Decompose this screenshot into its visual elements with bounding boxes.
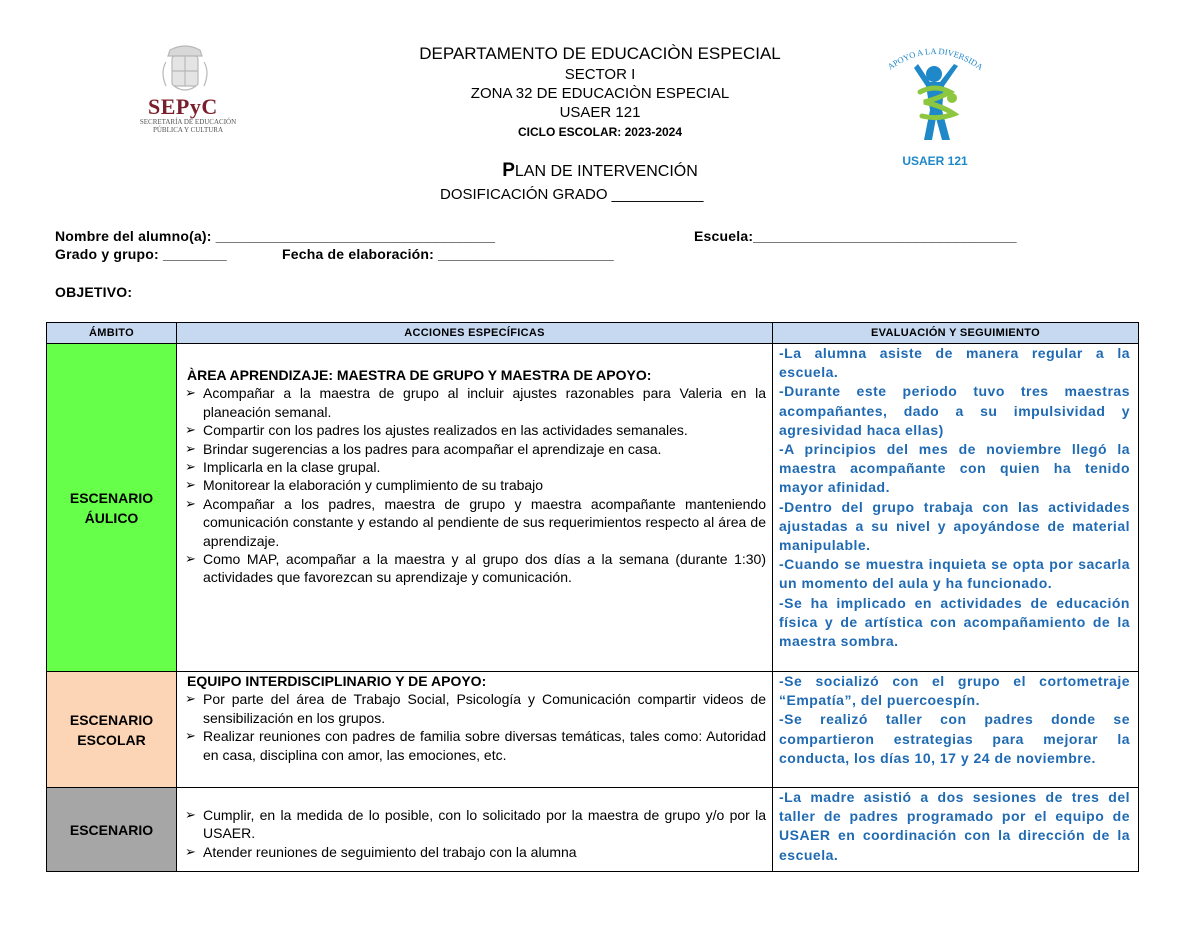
sepyc-subtitle-1: SECRETARÍA DE EDUCACIÓN [139,118,237,126]
zona-label: ZONA 32 DE EDUCACIÒN ESPECIAL [470,85,730,102]
actions-cell [177,672,773,788]
plan-title [0,160,1200,182]
actions-list [183,806,766,861]
usaer-logo-label: USAER 121 [902,154,968,168]
evaluation-entry: -Se ha implicado en actividades de educación física y de artística con acompañamiento de la maestra sombra. [779,594,1130,650]
ambito-cell [47,672,177,788]
plan-title-rest: LAN DE INTERVENCIÓN [514,163,698,180]
student-name-field: Nombre del alumno(a): ___________________________________ [55,228,496,244]
ambito-label-1: ESCENARIO [69,489,154,506]
evaluation-entry: -Dentro del grupo trabaja con las actividades ajustadas a su nivel y apoyándose de material manipulable. [779,498,1130,554]
actions-list [183,690,766,764]
list-item: ➢ Brindar sugerencias a los padres para acompañar el aprendizaje en casa. [185,440,662,457]
evaluation-entry: -Cuando se muestra inquieta se opta por sacarla un momento del aula y ha funcionado. [779,556,1130,592]
arrow-bullet-icon: ➢ [185,806,196,822]
list-item: ➢ Monitorear la elaboración y cumplimiento de su trabajo [185,477,544,494]
ambito-label-1: ESCENARIO [69,711,154,728]
table-row [47,344,1139,672]
evaluation-entry: -La alumna asiste de manera regular a la escuela. [779,345,1130,381]
evaluation-entry: -A principios del mes de noviembre llegó la maestra acompañante con quien ha tenido mayor afinidad. [779,441,1130,496]
actions-cell [177,344,773,672]
list-item: ➢ Por parte del área de Trabajo Social, Psicología y Comunicación compartir videos de sensibilización en los grupos. [185,691,766,726]
list-item: ➢ Realizar reuniones con padres de familia sobre diversas temáticas, tales como: Autoridad en casa, disciplina con amor, las emociones, etc. [185,728,766,763]
list-item: ➢ Compartir con los padres los ajustes realizados en las actividades semanales. [185,422,688,439]
table-header-row [47,323,1139,344]
list-item: ➢ Cumplir, en la medida de lo posible, con lo solicitado por la maestra de grupo y/o por la USAER. [185,806,766,842]
usaer-arc-text: APOYO A LA DIVERSIDA [885,45,985,72]
ambito-label-2: ESCOLAR [77,731,146,748]
plan-title-initial: P [502,160,515,181]
arrow-bullet-icon: ➢ [185,495,196,511]
arrow-bullet-icon: ➢ [185,477,196,493]
arrow-bullet-icon: ➢ [185,459,196,475]
list-item: ➢ Atender reuniones de seguimiento del trabajo con la alumna [185,843,577,860]
school-year-label: CICLO ESCOLAR: 2023-2024 [517,125,683,139]
evaluation-cell [773,344,1139,672]
arrow-bullet-icon: ➢ [185,385,196,401]
list-item: ➢ Implicarla en la clase grupal. [185,459,381,476]
actions-subtitle: EQUIPO INTERDISCIPLINARIO Y DE APOYO: [187,673,487,689]
table-row [47,788,1139,872]
list-item: ➢ Como MAP, acompañar a la maestra y al grupo dos días a la semana (durante 1:30) actividades que favorezcan su aprendizaje y comunicación. [185,551,766,586]
actions-cell [177,788,773,872]
sepyc-wordmark: SEPyC [148,94,218,119]
evaluation-entry: -Se socializó con el grupo el cortometraje “Empatía”, del puercoespín. [779,673,1130,709]
objective-label: OBJETIVO: [55,284,133,300]
table-row [47,672,1139,788]
usaer-label: USAER 121 [559,104,641,121]
evaluation-entry: -Se realizó taller con padres donde se compartieron estrategias para mejorar la conducta, los días 10, 17 y 24 de noviembre. [779,711,1130,766]
arrow-bullet-icon: ➢ [185,422,196,438]
ambito-cell [47,344,177,672]
sector-label: SECTOR I [564,66,636,83]
header-evaluacion: EVALUACIÓN Y SEGUIMIENTO [773,323,1139,344]
list-item: ➢ Acompañar a la maestra de grupo al incluir ajustes razonables para Valeria en la planeación semanal. [185,385,766,420]
evaluation-entry: -Durante este periodo tuvo tres maestras acompañantes, dado a su impulsividad y agresividad haca ellas) [779,383,1130,438]
grade-group-field: Grado y grupo: ________ [55,246,227,262]
intervention-table [46,322,1139,872]
school-field: Escuela:_________________________________ [694,228,1017,244]
ambito-cell [47,788,177,872]
sepyc-subtitle-2: PÚBLICA Y CULTURA [152,126,223,134]
arrow-bullet-icon: ➢ [185,691,196,707]
evaluation-cell [773,672,1139,788]
arrow-bullet-icon: ➢ [185,728,196,744]
actions-subtitle: ÀREA APRENDIZAJE: MAESTRA DE GRUPO Y MAESTRA DE APOYO: [187,367,652,383]
date-field: Fecha de elaboración: ______________________ [282,246,614,262]
evaluation-cell [773,788,1139,872]
arrow-bullet-icon: ➢ [185,843,196,859]
arrow-bullet-icon: ➢ [185,551,196,567]
evaluation-entry: -La madre asistió a dos sesiones de tres del taller de padres programado por el equipo de USAER en coordinación con la dirección de la escuela. [779,789,1130,863]
ambito-label-1: ESCENARIO [69,821,154,838]
ambito-label-2: ÁULICO [84,509,139,526]
header-ambito: ÁMBITO [47,323,177,344]
dosificacion-label: DOSIFICACIÓN GRADO ___________ [440,186,704,203]
header-acciones: ACCIONES ESPECÍFICAS [177,323,773,344]
department-title: DEPARTAMENTO DE EDUCACIÒN ESPECIAL [419,44,781,63]
actions-list [183,384,766,586]
arrow-bullet-icon: ➢ [185,440,196,456]
list-item: ➢ Acompañar a los padres, maestra de grupo y maestra acompañante manteniendo comunicación constante y estando al pendiente de sus requerimientos respecto al área de aprendizaje. [185,495,766,549]
